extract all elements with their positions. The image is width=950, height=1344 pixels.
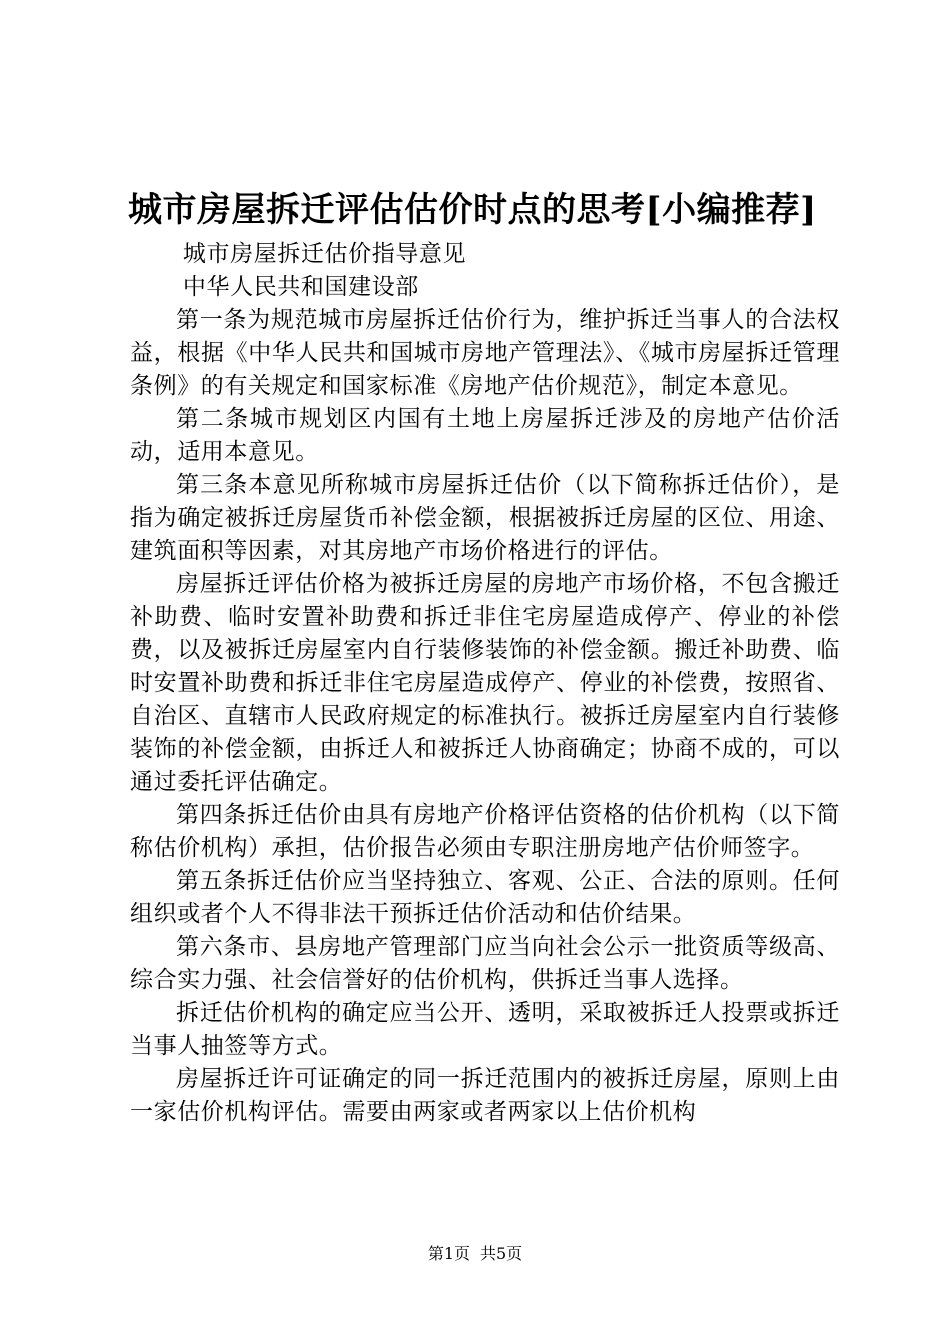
paragraph-article-5: 第五条拆迁估价应当坚持独立、客观、公正、合法的原则。任何组织或者个人不得非法干预拆迁估价活动和估价结果。 xyxy=(130,868,840,927)
paragraph-article-6-selection: 拆迁估价机构的确定应当公开、透明，采取被拆迁人投票或拆迁当事人抽签等方式。 xyxy=(130,1000,840,1059)
subtitle-issuer: 中华人民共和国建设部 xyxy=(182,274,419,300)
paragraph-article-6: 第六条市、县房地产管理部门应当向社会公示一批资质等级高、综合实力强、社会信誉好的估价机构，供拆迁当事人选择。 xyxy=(130,934,840,993)
document-title: 城市房屋拆迁评估估价时点的思考[小编推荐] xyxy=(128,190,817,230)
paragraph-article-2: 第二条城市规划区内国有土地上房屋拆迁涉及的房地产估价活动，适用本意见。 xyxy=(130,406,840,465)
paragraph-article-6-single-agency: 房屋拆迁许可证确定的同一拆迁范围内的被拆迁房屋，原则上由一家估价机构评估。需要由两家或者两家以上估价机构 xyxy=(130,1066,840,1125)
paragraph-article-4: 第四条拆迁估价由具有房地产价格评估资格的估价机构（以下简称估价机构）承担，估价报告必须由专职注册房地产估价师签字。 xyxy=(130,802,840,861)
page-total: 共5页 xyxy=(480,1244,523,1263)
paragraph-article-3-price: 房屋拆迁评估价格为被拆迁房屋的房地产市场价格，不包含搬迁补助费、临时安置补助费和拆迁非住宅房屋造成停产、停业的补偿费，以及被拆迁房屋室内自行装修装饰的补偿金额。搬迁补助费、临时安置补助费和拆迁非住宅房屋造成停产、停业的补偿费，按照省、自治区、直辖市人民政府规定的标准执行。被拆迁房屋室内自行装修装饰的补偿金额，由拆迁人和被拆迁人协商确定；协商不成的，可以通过委托评估确定。 xyxy=(130,571,840,795)
paragraph-article-3: 第三条本意见所称城市房屋拆迁估价（以下简称拆迁估价），是指为确定被拆迁房屋货币补偿金额，根据被拆迁房屋的区位、用途、建筑面积等因素，对其房地产市场价格进行的评估。 xyxy=(130,472,840,564)
subtitle-guideline: 城市房屋拆迁估价指导意见 xyxy=(182,241,467,267)
page-number: 第1页 xyxy=(427,1244,470,1263)
page-footer xyxy=(0,1244,950,1264)
paragraph-article-1: 第一条为规范城市房屋拆迁估价行为，维护拆迁当事人的合法权益，根据《中华人民共和国城市房地产管理法》、《城市房屋拆迁管理条例》的有关规定和国家标准《房地产估价规范》，制定本意见。 xyxy=(130,307,840,399)
document-body xyxy=(130,238,840,1129)
